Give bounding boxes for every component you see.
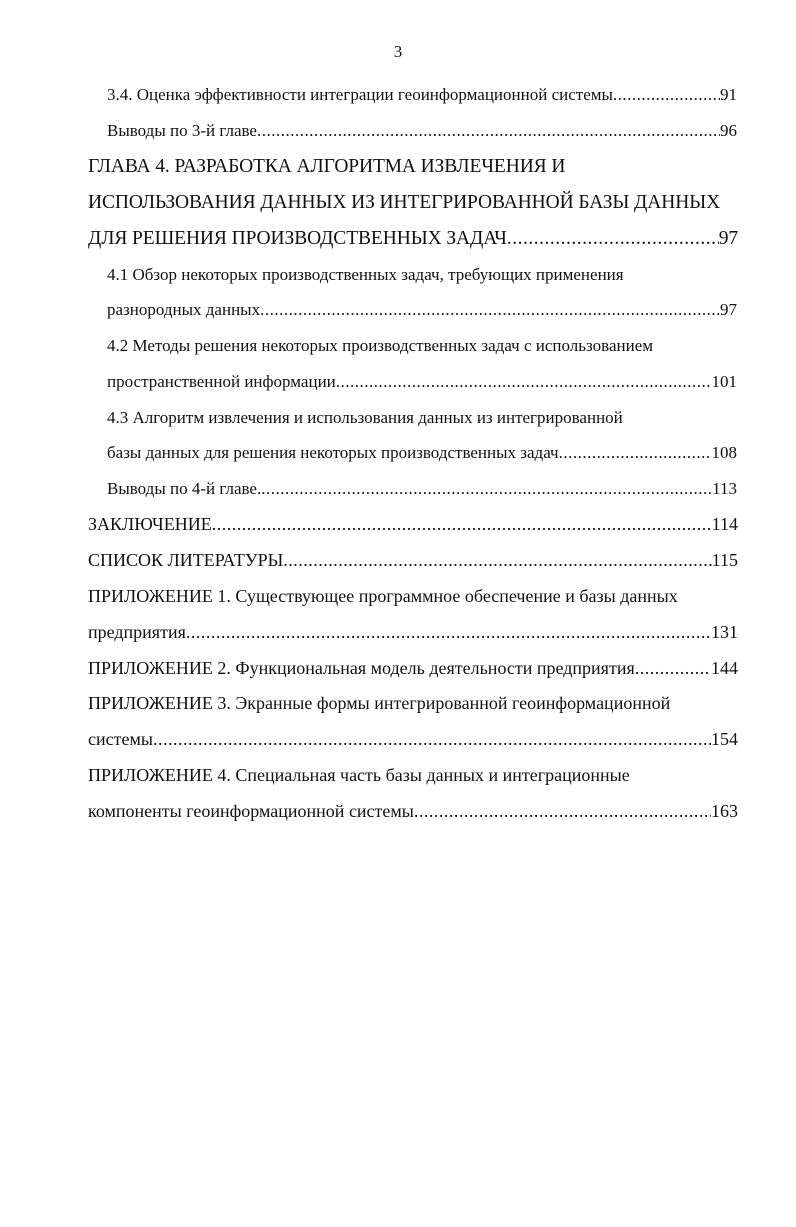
toc-page-number: 97 bbox=[718, 228, 738, 249]
toc-entry-appendix-4-line-1 bbox=[88, 760, 738, 790]
toc-entry-text: ПРИЛОЖЕНИЕ 3. Экранные формы интегрированной геоинформационной bbox=[88, 693, 671, 713]
toc-entry-text: разнородных данных bbox=[107, 300, 261, 319]
dot-leader bbox=[559, 438, 712, 468]
toc-entry-appendix-3-line-1 bbox=[88, 688, 738, 718]
toc-entry-4-3-line-1 bbox=[107, 403, 737, 433]
toc-entry-appendix-1-line-1 bbox=[88, 581, 738, 611]
dot-leader bbox=[212, 509, 712, 539]
toc-entry-4-1-line-2 bbox=[107, 295, 737, 325]
toc-entry-text: пространственной информации bbox=[107, 372, 336, 391]
toc-page-number: 114 bbox=[711, 514, 738, 534]
toc-chapter-4-line-1 bbox=[88, 152, 738, 182]
dot-leader bbox=[186, 617, 711, 647]
toc-page-number: 144 bbox=[711, 658, 738, 678]
toc-entry-conclusions-4 bbox=[107, 474, 737, 504]
dot-leader bbox=[635, 653, 711, 683]
toc-entry-text: ДЛЯ РЕШЕНИЯ ПРОИЗВОДСТВЕННЫХ ЗАДАЧ bbox=[88, 228, 507, 249]
toc-entry-conclusion bbox=[88, 509, 738, 539]
toc-entry-text: 4.1 Обзор некоторых производственных задач, требующих применения bbox=[107, 265, 624, 284]
toc-page-number: 154 bbox=[711, 729, 738, 749]
toc-entry-appendix-3-line-2 bbox=[88, 724, 738, 754]
toc-entry-text: 4.2 Методы решения некоторых производственных задач с использованием bbox=[107, 336, 653, 355]
toc-entry-appendix-1-line-2 bbox=[88, 617, 738, 647]
dot-leader bbox=[283, 545, 711, 575]
toc-entry-text: ПРИЛОЖЕНИЕ 4. Специальная часть базы данных и интеграционные bbox=[88, 765, 630, 785]
toc-entry-text: ГЛАВА 4. РАЗРАБОТКА АЛГОРИТМА ИЗВЛЕЧЕНИЯ И bbox=[88, 156, 566, 177]
dot-leader bbox=[260, 295, 720, 325]
toc-entry-text: Выводы по 4-й главе. bbox=[107, 479, 262, 498]
toc-entry-text: компоненты геоинформационной системы bbox=[88, 801, 414, 821]
dot-leader bbox=[507, 224, 719, 254]
dot-leader bbox=[414, 796, 711, 826]
toc-entry-text: предприятия bbox=[88, 622, 186, 642]
toc-page-number: 97 bbox=[720, 300, 737, 319]
dot-leader bbox=[153, 724, 711, 754]
page-number: 3 bbox=[393, 42, 403, 61]
toc-entry-text: СПИСОК ЛИТЕРАТУРЫ bbox=[88, 550, 284, 570]
toc-page-number: 115 bbox=[711, 550, 738, 570]
toc-page-number: 96 bbox=[720, 121, 737, 140]
toc-page-number: 163 bbox=[711, 801, 738, 821]
toc-entry-bibliography bbox=[88, 545, 738, 575]
dot-leader bbox=[257, 116, 720, 146]
toc-entry-text: 3.4. Оценка эффективности интеграции геоинформационной системы bbox=[107, 85, 613, 104]
toc-entry-4-2-line-2 bbox=[107, 367, 737, 397]
toc-chapter-4-line-3 bbox=[88, 224, 738, 254]
toc-chapter-4-line-2 bbox=[88, 188, 738, 218]
toc-entry-text: системы bbox=[88, 729, 153, 749]
toc-entry-text: базы данных для решения некоторых производственных задач bbox=[107, 443, 559, 462]
toc-entry-4-2-line-1 bbox=[107, 331, 737, 361]
toc-entry-text: ЗАКЛЮЧЕНИЕ bbox=[88, 514, 212, 534]
toc-entry-3-4 bbox=[107, 80, 737, 110]
toc-entry-appendix-2 bbox=[88, 653, 738, 683]
toc-entry-text: Выводы по 3-й главе bbox=[107, 121, 257, 140]
toc-entry-4-3-line-2 bbox=[107, 438, 737, 468]
toc-page-number: 108 bbox=[711, 443, 737, 462]
toc-entry-appendix-4-line-2 bbox=[88, 796, 738, 826]
dot-leader bbox=[613, 80, 720, 110]
toc-entry-text: 4.3 Алгоритм извлечения и использования данных из интегрированной bbox=[107, 408, 623, 427]
toc-page-number: 131 bbox=[711, 622, 738, 642]
toc-page-number: 101 bbox=[711, 372, 737, 391]
toc-entry-conclusions-3 bbox=[107, 116, 737, 146]
dot-leader bbox=[261, 474, 712, 504]
toc-entry-text: ПРИЛОЖЕНИЕ 2. Функциональная модель деятельности предприятия bbox=[88, 658, 635, 678]
toc-entry-4-1-line-1 bbox=[107, 260, 737, 290]
toc-entry-text: ИСПОЛЬЗОВАНИЯ ДАННЫХ ИЗ ИНТЕГРИРОВАННОЙ БАЗЫ ДАННЫХ bbox=[88, 192, 721, 213]
toc-page-number: 91 bbox=[720, 85, 737, 104]
dot-leader bbox=[336, 367, 712, 397]
toc-page-number: 113 bbox=[712, 479, 737, 498]
toc-entry-text: ПРИЛОЖЕНИЕ 1. Существующее программное обеспечение и базы данных bbox=[88, 586, 678, 606]
